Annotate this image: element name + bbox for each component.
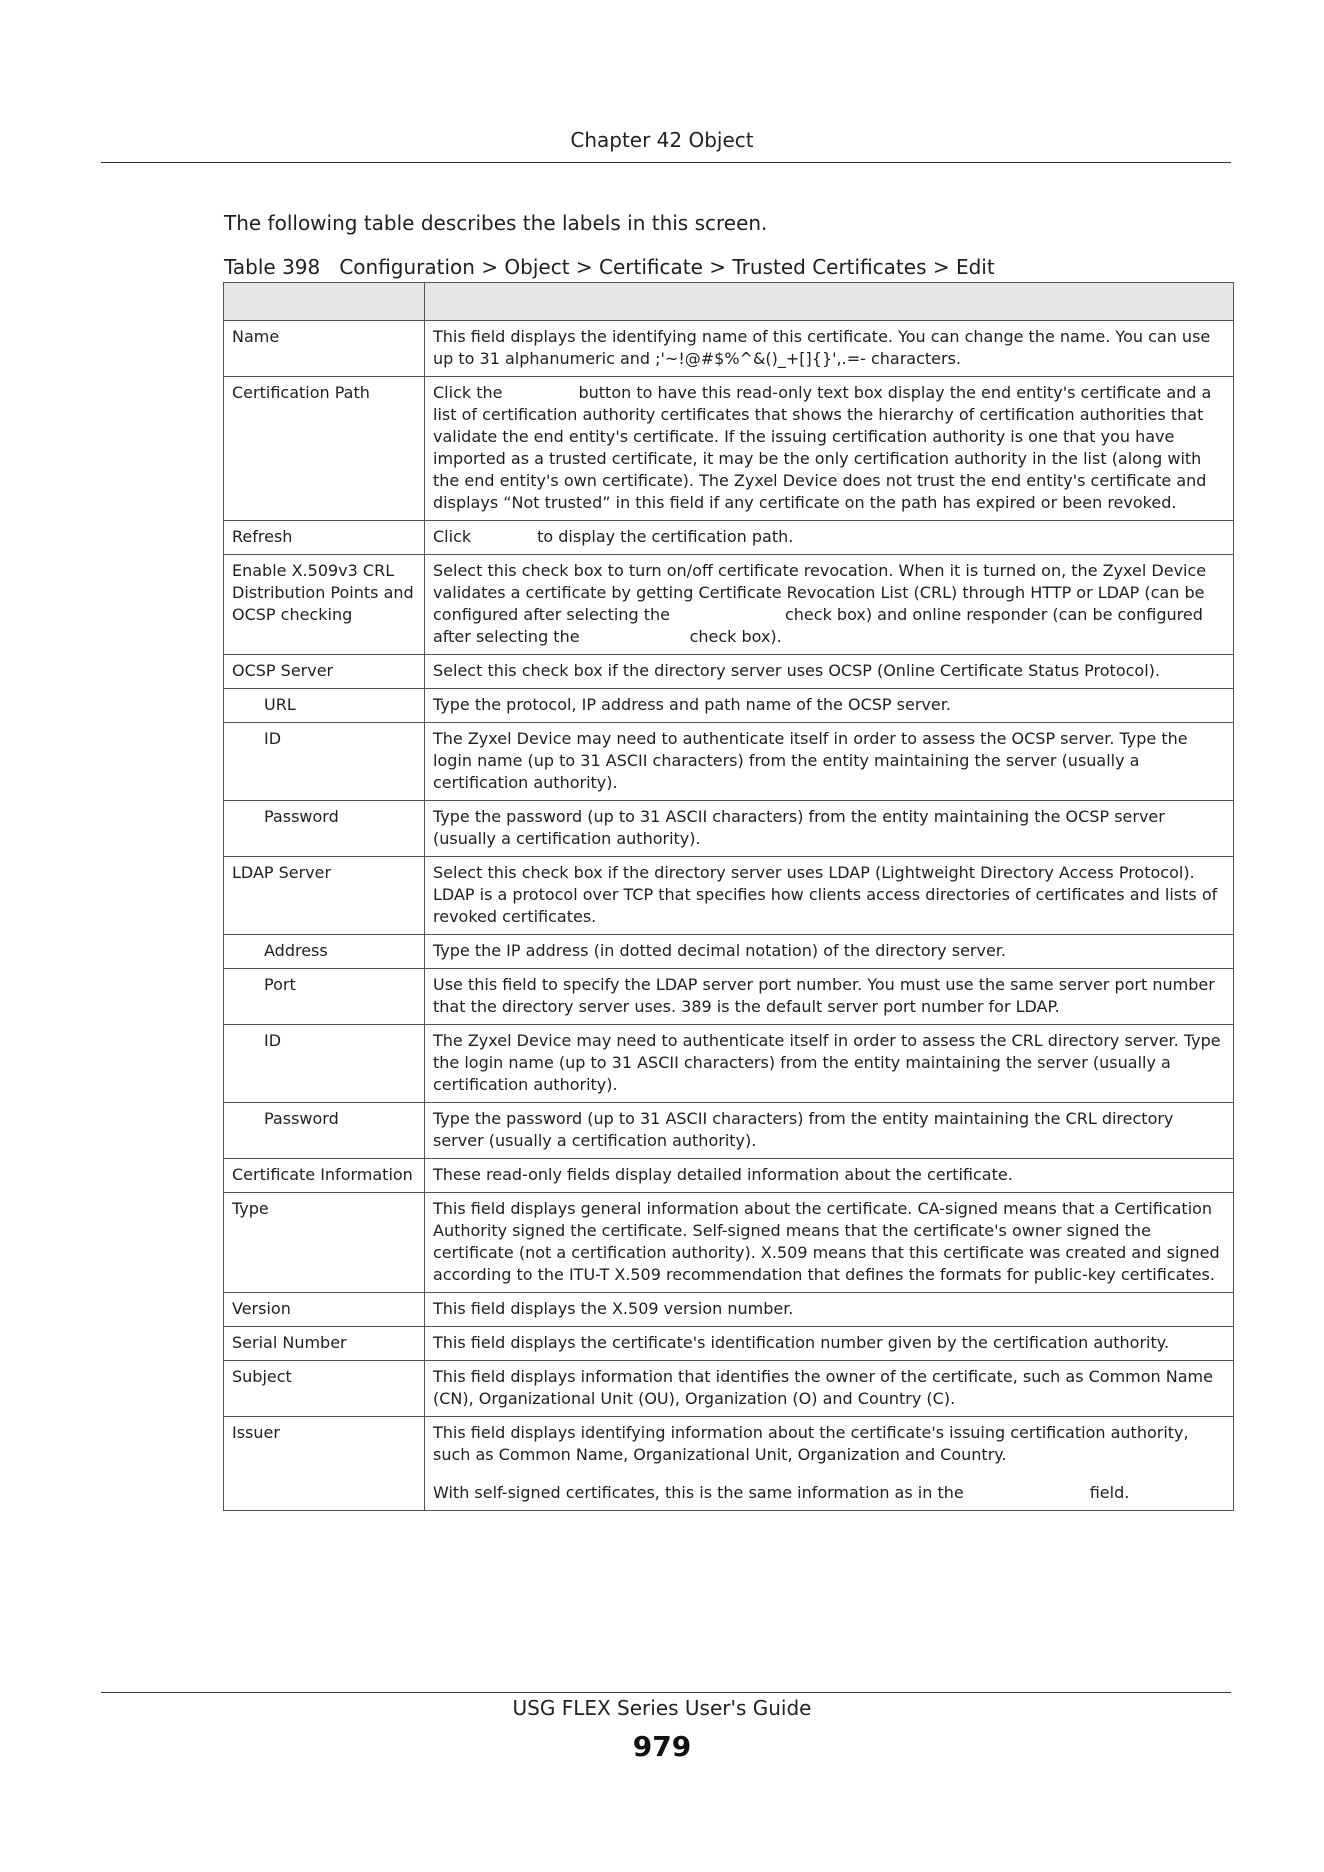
row-label: ID <box>224 723 425 801</box>
row-description: Type the IP address (in dotted decimal notation) of the directory server. <box>425 935 1234 969</box>
table-row <box>224 1193 1234 1293</box>
row-description: This field displays information that identifies the owner of the certificate, such as Common Name (CN), Organizational Unit (OU), Organization (O) and Country (C). <box>425 1361 1234 1417</box>
table-row <box>224 857 1234 935</box>
table-caption: Table 398 Configuration > Object > Certificate > Trusted Certificates > Edit <box>224 255 995 279</box>
row-label: Port <box>224 969 425 1025</box>
row-description: These read-only fields display detailed information about the certificate. <box>425 1159 1234 1193</box>
desc-paragraph <box>433 1482 1227 1504</box>
desc-text: Click <box>433 527 472 546</box>
row-label: ID <box>224 1025 425 1103</box>
row-label: Name <box>224 321 425 377</box>
row-label: URL <box>224 689 425 723</box>
row-description: This field displays general information about the certificate. CA-signed means that a Certification Authority signed the certificate. Self-signed means that the certificate's owner signed the certificate (not a certification authority). X.509 means that this certificate was created and signed according to the ITU-T X.509 recommendation that defines the formats for public-key certificates. <box>425 1193 1234 1293</box>
row-label: Refresh <box>224 521 425 555</box>
intro-text: The following table describes the labels in this screen. <box>224 211 768 235</box>
table-header-label <box>224 283 425 321</box>
table-row <box>224 521 1234 555</box>
row-description: This field displays the identifying name of this certificate. You can change the name. You can use up to 31 alphanumeric and ;'~!@#$%^&()_+[]{}',.=- characters. <box>425 321 1234 377</box>
row-label: Type <box>224 1193 425 1293</box>
desc-text: field. <box>1089 1483 1130 1502</box>
row-description: The Zyxel Device may need to authenticate itself in order to assess the CRL directory server. Type the login name (up to 31 ASCII characters) from the entity maintaining the server (usually a certification authority). <box>425 1025 1234 1103</box>
row-description <box>425 555 1234 655</box>
table-row <box>224 1327 1234 1361</box>
description-table <box>223 282 1234 1511</box>
table-row <box>224 723 1234 801</box>
row-label: Password <box>224 801 425 857</box>
row-description <box>425 521 1234 555</box>
row-label: Certificate Information <box>224 1159 425 1193</box>
table-row <box>224 1159 1234 1193</box>
desc-text: check box). <box>689 627 782 646</box>
table-row <box>224 555 1234 655</box>
page-number: 979 <box>632 1730 692 1763</box>
table-row <box>224 1417 1234 1511</box>
row-description: This field displays the X.509 version number. <box>425 1293 1234 1327</box>
table-row <box>224 1293 1234 1327</box>
table-row <box>224 1361 1234 1417</box>
row-label: Subject <box>224 1361 425 1417</box>
row-label: Address <box>224 935 425 969</box>
table-row <box>224 655 1234 689</box>
table-row <box>224 1103 1234 1159</box>
desc-text: Select this check box to turn on/off certificate revocation. When it is turned on, the Zyxel Device validates a certificate by getting Certificate Revocation List (CRL) through HTTP or LDAP (can be configured after selecting the <box>433 561 1207 624</box>
row-description <box>425 1417 1234 1511</box>
row-label: Enable X.509v3 CRL Distribution Points and OCSP checking <box>224 555 425 655</box>
header-divider <box>101 162 1231 163</box>
row-description: The Zyxel Device may need to authenticate itself in order to assess the OCSP server. Type the login name (up to 31 ASCII characters) from the entity maintaining the server (usually a certification authority). <box>425 723 1234 801</box>
row-description: Select this check box if the directory server uses LDAP (Lightweight Directory Access Protocol). LDAP is a protocol over TCP that specifies how clients access directories of certificates and lists of revoked certificates. <box>425 857 1234 935</box>
row-description <box>425 377 1234 521</box>
desc-text: to display the certification path. <box>537 527 794 546</box>
chapter-title: Chapter 42 Object <box>570 128 754 152</box>
desc-text: button to have this read-only text box display the end entity's certificate and a list of certification authority certificates that shows the hierarchy of certification authorities that validate the end entity's certificate. If the issuing certification authority is one that you have imported as a trusted certificate, it may be the only certification authority in the list (along with the end entity's own certificate). The Zyxel Device does not trust the end entity's certificate and displays “Not trusted” in this field if any certificate on the path has expired or been revoked. <box>433 383 1212 512</box>
desc-paragraph: This field displays identifying information about the certificate's issuing certification authority, such as Common Name, Organizational Unit, Organization and Country. <box>433 1423 1189 1464</box>
table-row <box>224 1025 1234 1103</box>
desc-text: check box) and online responder (can be configured after selecting the <box>433 605 1203 646</box>
row-label: Password <box>224 1103 425 1159</box>
row-label: Version <box>224 1293 425 1327</box>
guide-title: USG FLEX Series User's Guide <box>512 1696 812 1720</box>
row-description: Use this field to specify the LDAP server port number. You must use the same server port number that the directory server uses. 389 is the default server port number for LDAP. <box>425 969 1234 1025</box>
table-header-row <box>224 283 1234 321</box>
row-label: LDAP Server <box>224 857 425 935</box>
table-row <box>224 377 1234 521</box>
row-description: Select this check box if the directory server uses OCSP (Online Certificate Status Protocol). <box>425 655 1234 689</box>
table-row <box>224 801 1234 857</box>
row-description: This field displays the certificate's identification number given by the certification authority. <box>425 1327 1234 1361</box>
row-description: Type the protocol, IP address and path name of the OCSP server. <box>425 689 1234 723</box>
table-row <box>224 321 1234 377</box>
desc-text: Click the <box>433 383 503 402</box>
row-label: Serial Number <box>224 1327 425 1361</box>
table-row <box>224 969 1234 1025</box>
table-row <box>224 935 1234 969</box>
row-label: OCSP Server <box>224 655 425 689</box>
footer-divider <box>101 1692 1231 1693</box>
table-header-description <box>425 283 1234 321</box>
row-label: Issuer <box>224 1417 425 1511</box>
desc-text: With self-signed certificates, this is the same information as in the <box>433 1483 964 1502</box>
table-row <box>224 689 1234 723</box>
row-description: Type the password (up to 31 ASCII characters) from the entity maintaining the CRL directory server (usually a certification authority). <box>425 1103 1234 1159</box>
row-label: Certification Path <box>224 377 425 521</box>
row-description: Type the password (up to 31 ASCII characters) from the entity maintaining the OCSP server (usually a certification authority). <box>425 801 1234 857</box>
